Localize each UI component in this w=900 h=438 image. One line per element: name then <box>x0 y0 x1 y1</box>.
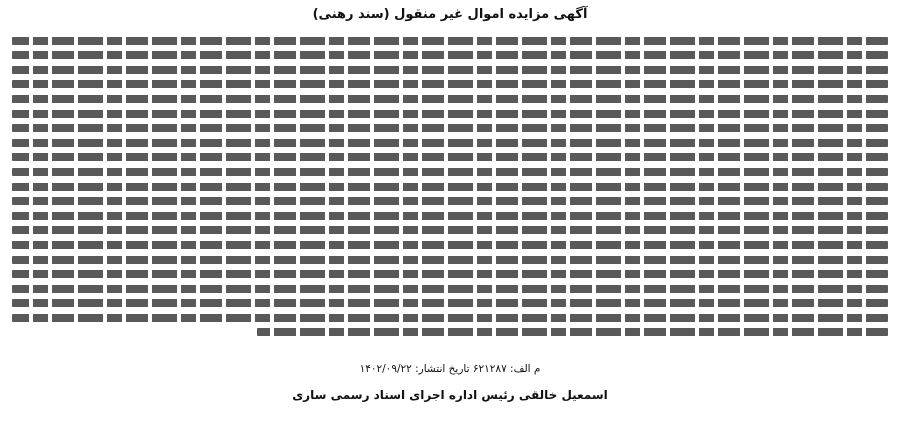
body-text-line <box>12 124 888 132</box>
body-text-line <box>12 314 888 322</box>
body-text-line <box>12 256 888 264</box>
body-text-line <box>12 285 888 293</box>
body-text-line <box>12 212 888 220</box>
body-text-line <box>12 299 888 307</box>
body-text-line <box>12 80 888 88</box>
body-text-line <box>12 197 888 205</box>
body-text-line <box>257 328 888 336</box>
body-text-line <box>12 168 888 176</box>
body-text-line <box>12 153 888 161</box>
body-text-line <box>12 226 888 234</box>
body-text-line <box>12 270 888 278</box>
notice-reference-line: م الف: ۶۲۱۲۸۷ تاریخ انتشار: ۱۴۰۲/۰۹/۲۲ <box>359 363 541 375</box>
notice-title: آگهی مزایده اموال غیر منقول (سند رهنی) <box>312 7 588 22</box>
body-text-line <box>12 37 888 45</box>
body-text-line <box>12 241 888 249</box>
body-text-line <box>12 110 888 118</box>
body-text-line <box>12 95 888 103</box>
body-text-line <box>12 51 888 59</box>
body-text-line <box>12 183 888 191</box>
body-text-line <box>12 139 888 147</box>
body-text-line <box>12 66 888 74</box>
notice-body-text <box>12 30 888 360</box>
notice-signature: اسمعیل خالقی رئیس اداره اجرای اسناد رسمی ساری <box>292 388 608 402</box>
